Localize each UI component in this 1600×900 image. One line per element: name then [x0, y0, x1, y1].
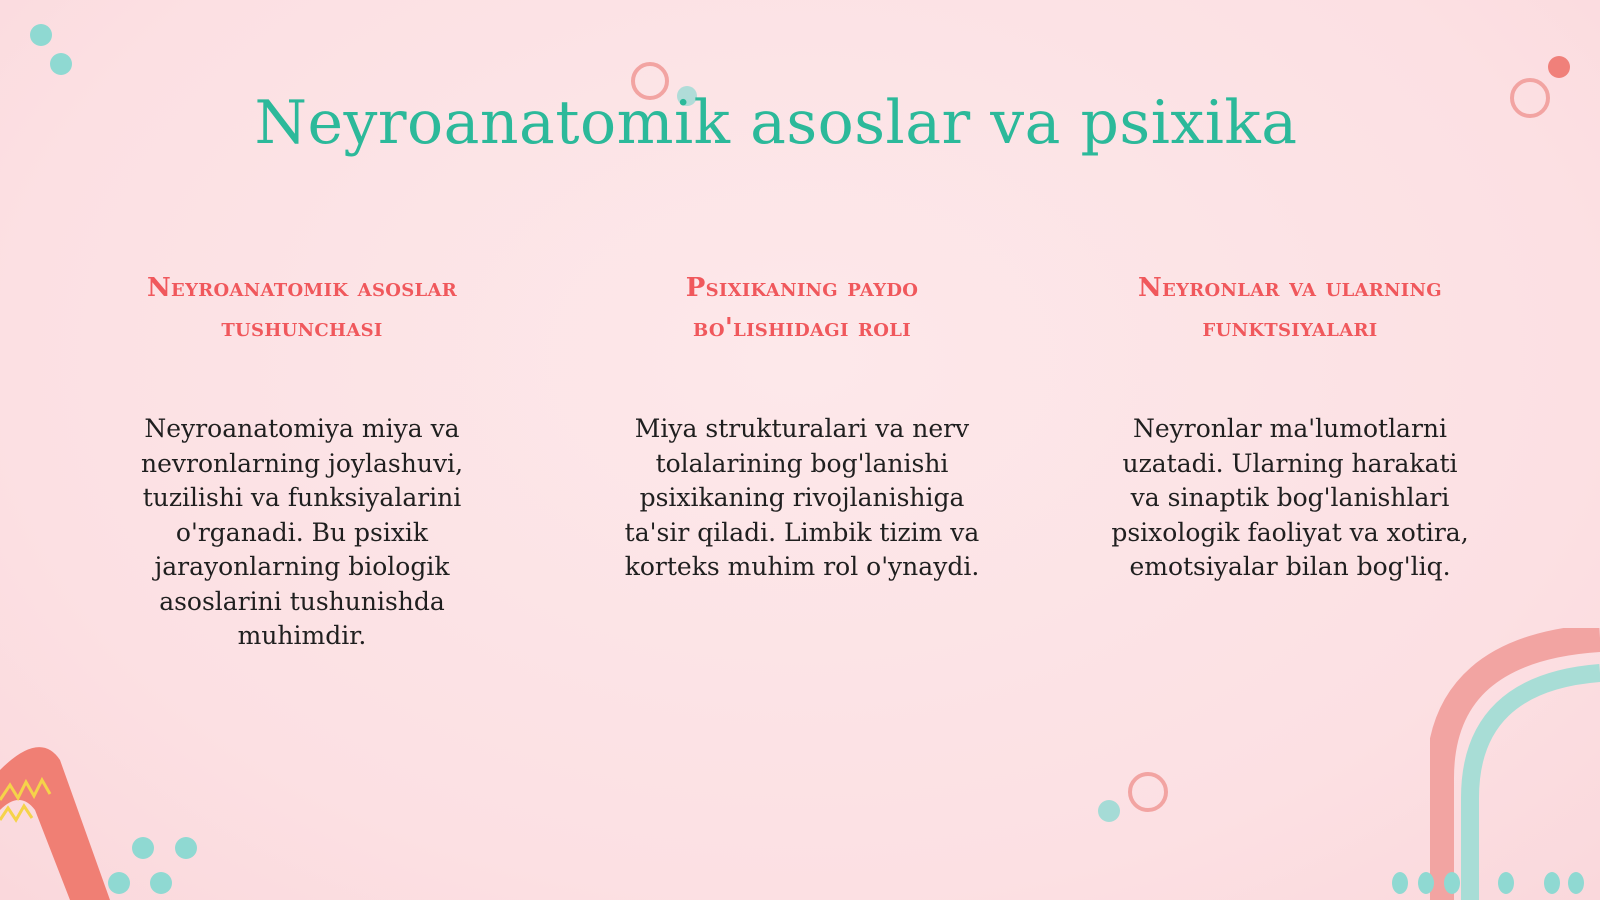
zigzag-arch-decoration	[0, 740, 110, 900]
decor-dot	[1444, 872, 1460, 894]
column-heading: Neyroanatomik asoslar tushunchasi	[146, 273, 457, 343]
slide-title: Neyroanatomik asoslar va psixika	[254, 88, 1298, 158]
decor-dot	[1568, 872, 1584, 894]
decor-dot	[175, 837, 197, 859]
decor-dot	[150, 872, 172, 894]
column-heading: Neyronlar va ularning funktsiyalari	[1138, 273, 1442, 343]
decor-ring	[1128, 772, 1168, 812]
column-body-text: Miya strukturalari va nerv tolalarining bog'lanishi psixikaning rivojlanishiga ta'sir qiladi. Limbik tizim va korteks muhim rol o'ynaydi.	[624, 414, 980, 581]
rainbow-decoration	[1430, 628, 1600, 900]
decor-dot	[1098, 800, 1120, 822]
column-neuroanatomy-concept	[112, 268, 492, 654]
decor-dot	[108, 872, 130, 894]
column-psyche-origin-role	[612, 268, 992, 585]
column-body-text: Neyroanatomiya miya va nevronlarning joylashuvi, tuzilishi va funksiyalarini o'rganadi. Bu psixik jarayonlarning biologik asoslarini tushunishda muhimdir.	[140, 414, 464, 650]
decor-dot	[1548, 56, 1570, 78]
column-neurons-functions	[1100, 268, 1480, 585]
decor-dot	[1392, 872, 1408, 894]
decor-dot	[1544, 872, 1560, 894]
decor-dot	[1498, 872, 1514, 894]
column-heading: Psixikaning paydo bo'lishidagi roli	[685, 273, 919, 343]
decor-dot	[30, 24, 52, 46]
column-body-text: Neyronlar ma'lumotlarni uzatadi. Ularning harakati va sinaptik bog'lanishlari psixologik faoliyat va xotira, emotsiyalar bilan bog'liq.	[1111, 414, 1469, 581]
decor-dot	[1418, 872, 1434, 894]
decor-dot	[50, 53, 72, 75]
decor-dot	[132, 837, 154, 859]
